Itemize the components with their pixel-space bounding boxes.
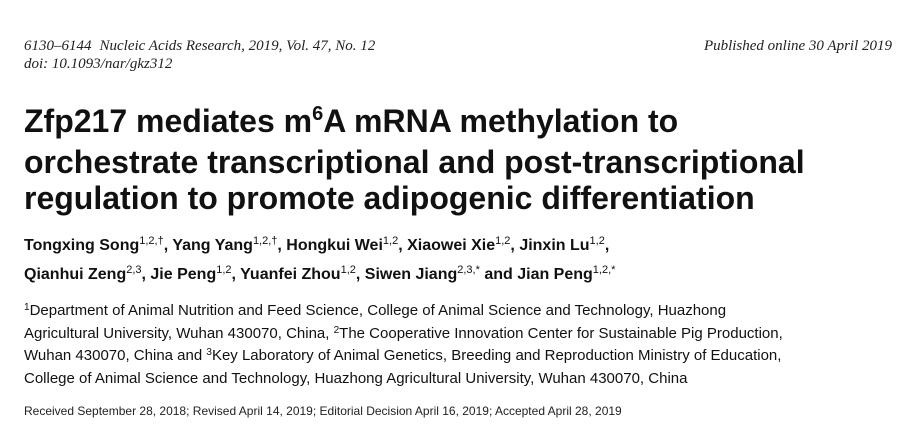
header-row: [24, 37, 892, 55]
affiliations: [24, 301, 884, 389]
author-affiliation-marks: 1,2,*: [592, 264, 616, 276]
author-list: [24, 232, 884, 290]
author-affiliation-marks: 1,2: [495, 235, 511, 247]
title-line-1: Zfp217 mediates $m^6A$ mRNA methylation to: [24, 103, 679, 139]
author-name: Xiaowei Xie: [407, 237, 496, 254]
author-affiliation-marks: 1,2: [382, 235, 399, 247]
author-affiliation-marks: 2,3,*: [457, 264, 480, 276]
author-separator: ,: [604, 237, 610, 254]
author-name: Siwen Jiang: [364, 266, 458, 283]
citation: [24, 37, 375, 55]
author-affiliation-marks: 1,2: [216, 264, 232, 276]
author-affiliation-marks: 1,2: [589, 235, 605, 247]
affiliation-marker: 2: [333, 324, 340, 336]
author-separator: ,: [141, 266, 151, 283]
author-name: Hongkui Wei: [286, 237, 383, 254]
author-name: Qianhui Zeng: [24, 266, 127, 283]
affiliation-line-3: Wuhan 430070, China and $^3$Key Laboratory of Animal Genetics, Breeding and Reproduction Ministry of Education,: [24, 347, 782, 364]
author-affiliation-marks: 1,2,†: [252, 235, 278, 247]
title-line-2: orchestrate transcriptional and post-transcriptional: [24, 144, 805, 180]
author-separator: ,: [277, 237, 287, 254]
doi[interactable]: doi: 10.1093/nar/gkz312: [24, 56, 173, 72]
title-line-3: regulation to promote adipogenic differentiation: [24, 180, 755, 216]
author-line-2: [24, 261, 884, 290]
author-name: Jie Peng: [150, 266, 217, 283]
journal-info: Nucleic Acids Research, 2019, Vol. 47, No. 12: [99, 38, 376, 54]
author-separator: ,: [398, 237, 408, 254]
author-name: Yuanfei Zhou: [240, 266, 341, 283]
author-separator: ,: [355, 266, 365, 283]
author-name: Jinxin Lu: [519, 237, 590, 254]
published-date: Published online 30 April 2019: [703, 38, 892, 54]
affiliation-marker: 3: [206, 347, 212, 358]
author-separator: ,: [510, 237, 520, 254]
author-line-1: [24, 232, 884, 261]
affiliation-line-4: College of Animal Science and Technology, Huazhong Agricultural University, Wuhan 430070, China: [24, 369, 688, 387]
author-name: Tongxing Song: [24, 237, 140, 254]
page-range: 6130–6144: [24, 38, 92, 54]
title-superscript: 6: [312, 103, 324, 125]
affiliation-line-1: $^1$Department of Animal Nutrition and Feed Science, College of Animal Science and Technology, Huazhong: [24, 302, 727, 319]
author-name: Yang Yang: [172, 237, 253, 254]
author-separator: ,: [163, 237, 173, 254]
received-dates: Received September 28, 2018; Revised April 14, 2019; Editorial Decision April 16, 2019; Accepted April 28, 2019: [24, 404, 622, 418]
author-affiliation-marks: 2,3: [126, 264, 142, 276]
author-separator: and: [479, 266, 518, 283]
author-separator: ,: [231, 266, 241, 283]
author-affiliation-marks: 1,2: [340, 264, 356, 276]
article-title: [24, 103, 884, 216]
article-header: [24, 37, 892, 73]
author-name: Jian Peng: [517, 266, 593, 283]
author-affiliation-marks: 1,2,†: [139, 235, 164, 247]
affiliation-line-2: Agricultural University, Wuhan 430070, China, $^2$The Cooperative Innovation Center for Sustainable Pig Production,: [24, 324, 783, 342]
affiliation-marker: 1: [24, 302, 30, 313]
